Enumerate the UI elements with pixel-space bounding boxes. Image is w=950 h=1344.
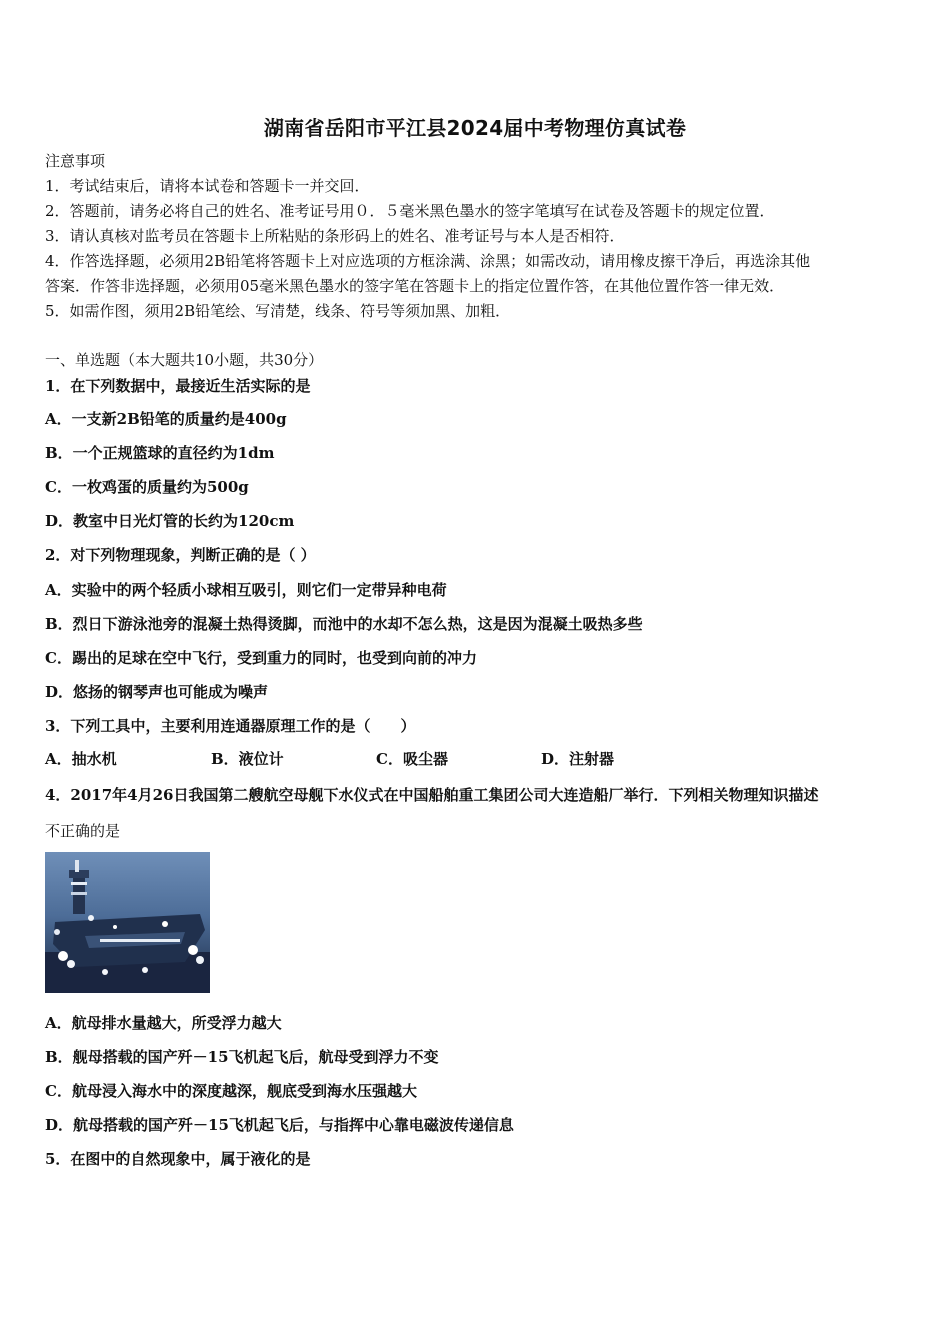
notice-item: 3．请认真核对监考员在答题卡上所粘贴的条形码上的姓名、准考证号与本人是否相符． bbox=[45, 227, 625, 245]
question-3-stem: 3．下列工具中，主要利用连通器原理工作的是（ ） bbox=[45, 717, 416, 735]
aircraft-carrier-photo bbox=[45, 852, 210, 993]
question-5-stem: 5．在图中的自然现象中，属于液化的是 bbox=[45, 1150, 311, 1168]
question-3-option-c: C．吸尘器 bbox=[376, 750, 448, 768]
question-1-option-a: A．一支新2B铅笔的质量约是400g bbox=[45, 410, 287, 428]
question-1-option-b: B．一个正规篮球的直径约为1dm bbox=[45, 444, 275, 462]
question-1-option-d: D．教室中日光灯管的长约为120cm bbox=[45, 512, 295, 530]
notice-item: 1．考试结束后，请将本试卷和答题卡一并交回． bbox=[45, 177, 370, 195]
notice-heading: 注意事项 bbox=[45, 152, 106, 170]
notice-item: 答案．作答非选择题，必须用05毫米黑色墨水的签字笔在答题卡上的指定位置作答，在其他位置作答一律无效． bbox=[45, 277, 785, 295]
question-4-option-a: A．航母排水量越大，所受浮力越大 bbox=[45, 1014, 282, 1032]
question-2-option-a: A．实验中的两个轻质小球相互吸引，则它们一定带异种电荷 bbox=[45, 581, 447, 599]
section-heading: 一、单选题（本大题共10小题，共30分） bbox=[45, 351, 324, 369]
notice-item: 5．如需作图，须用2B铅笔绘、写清楚，线条、符号等须加黑、加粗． bbox=[45, 302, 511, 320]
question-4-stem-cont: 不正确的是 bbox=[45, 822, 121, 840]
question-3-option-b: B．液位计 bbox=[211, 750, 284, 768]
question-2-option-c: C．踢出的足球在空中飞行，受到重力的同时，也受到向前的冲力 bbox=[45, 649, 477, 667]
notice-item: 4．作答选择题，必须用2B铅笔将答题卡上对应选项的方框涂满、涂黑；如需改动，请用橡皮擦干净后，再选涂其他 bbox=[45, 252, 811, 270]
question-4-option-b: B．舰母搭载的国产歼－15飞机起飞后，航母受到浮力不变 bbox=[45, 1048, 439, 1066]
question-1-stem: 1．在下列数据中，最接近生活实际的是 bbox=[45, 377, 311, 395]
question-3-option-d: D．注射器 bbox=[541, 750, 615, 768]
exam-title: 湖南省岳阳市平江县2024届中考物理仿真试卷 bbox=[263, 116, 687, 140]
notice-item: 2．答题前，请务必将自己的姓名、准考证号用０．５毫米黑色墨水的签字笔填写在试卷及答题卡的规定位置． bbox=[45, 202, 775, 220]
question-4-option-c: C．航母浸入海水中的深度越深，舰底受到海水压强越大 bbox=[45, 1082, 417, 1100]
question-2-option-d: D．悠扬的钢琴声也可能成为噪声 bbox=[45, 683, 269, 701]
question-2-option-b: B．烈日下游泳池旁的混凝土热得烫脚，而池中的水却不怎么热，这是因为混凝土吸热多些 bbox=[45, 615, 643, 633]
question-4-option-d: D．航母搭载的国产歼－15飞机起飞后，与指挥中心靠电磁波传递信息 bbox=[45, 1116, 514, 1134]
question-3-option-a: A．抽水机 bbox=[45, 750, 117, 768]
question-2-stem: 2．对下列物理现象，判断正确的是（ ） bbox=[45, 546, 316, 564]
question-1-option-c: C．一枚鸡蛋的质量约为500g bbox=[45, 478, 249, 496]
question-4-stem: 4．2017年4月26日我国第二艘航空母舰下水仪式在中国船舶重工集团公司大连造船厂举行．下列相关物理知识描述 bbox=[45, 786, 819, 804]
